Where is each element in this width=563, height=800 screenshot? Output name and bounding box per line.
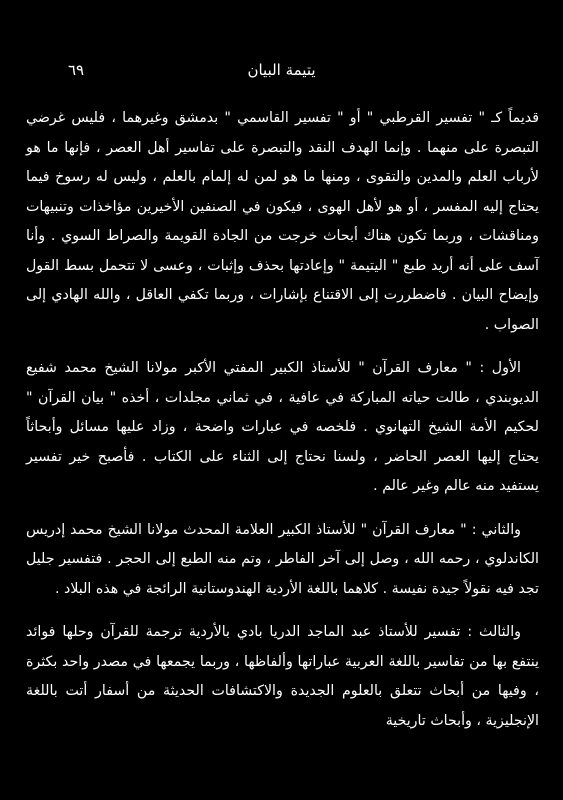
body-text [26, 104, 539, 736]
page-header [40, 58, 523, 82]
paragraph-second-tafsir: والثاني : " معارف القرآن " للأستاذ الكبير العلامة المحدث مولانا الشيخ محمد إدريس الكاندلوي ، رحمه الله ، وصل إلى آخر الفاطر ، وتم منه الطبع إلى الحجر . فتفسير جليل تجد فيه نقولاً جيدة نفيسة . كلاهما باللغة الأردية الهندوستانية الرائجة في هذه البلاد . [26, 521, 539, 597]
paragraph-first-tafsir: الأول : " معارف القرآن " للأستاذ الكبير المفتي الأكبر مولانا الشيخ محمد شفيع الديوبندي ، طالت حياته المباركة في عافية ، في ثماني مجلدات ، أخذه " بيان القرآن " لحكيم الأمة الشيخ التهانوي . فلخصه في عبارات واضحة ، وزاد عليها مسائل وأبحاثاً يحتاج إليها العصر الحاضر ، ولسنا نحتاج إلى الثناء على الكتاب . فأصبح خير تفسير يستفيد منه عالم وغير عالم . [26, 360, 539, 494]
running-title: يتيمة البيان [247, 61, 316, 79]
paragraph-intro: قديماً كـ " تفسير القرطبي " أو " تفسير القاسمي " بدمشق وغيرهما ، فليس غرضي التبصرة على منهما . وإنما الهدف النقد والتبصرة على تفاسير أهل العصر ، فإنها ما هو لأرباب العلم والمدين والتقوى ، ومنها ما هو لمن له إلمام بالعلم ، وليس له رسوخ فيما يحتاج إليه المفسر ، أو هو لأهل الهوى ، فيكون في الصنفين الأخيرين مؤاخذات وتنبيهات ومناقشات ، وربما تكون هناك أبحاث خرجت من الجادة القويمة والصراط السوي . وأنا آسف على أنه أريد طبع " اليتيمة " وإعادتها بحذف وإثبات ، وعسى لا تتحمل بسط القول وإيضاح البيان . فاضطررت إلى الاقتناع بإشارات ، وربما تكفي العاقل ، والله الهادي إلى الصواب . [26, 110, 539, 333]
page-number: ٦٩ [68, 61, 85, 79]
paragraph-third-tafsir: والثالث : تفسير للأستاذ عبد الماجد الدريا بادي بالأردية ترجمة للقرآن وحلها فوائد ينتفع بها من تفاسير باللغة العربية عباراتها وألفاظها ، وربما يجمعها في مصدر واحد بكثرة ، وفيها من أبحاث تتعلق بالعلوم الجديدة والاكتشافات الحديثة من أسفار أتت باللغة الإنجليزية ، وأبحاث تاريخية [26, 624, 539, 729]
